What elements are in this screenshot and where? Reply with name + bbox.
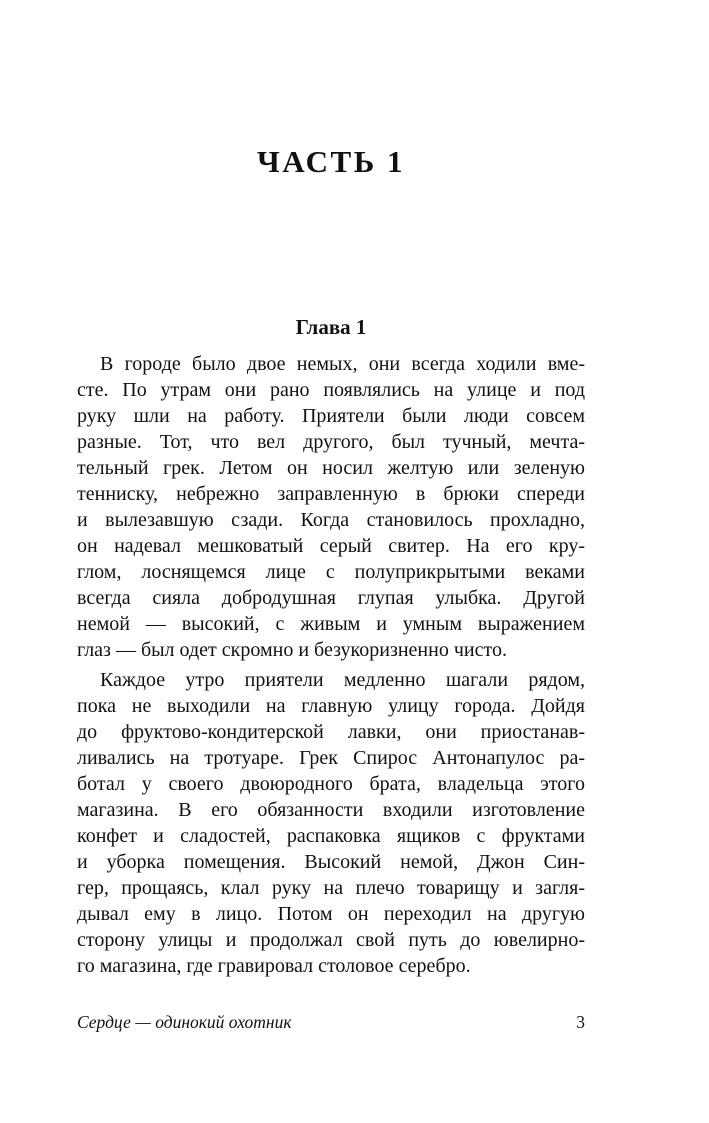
text-line: ливались на тротуаре. Грек Спирос Антонапулос ра- xyxy=(77,747,585,769)
chapter-body-text xyxy=(77,351,585,979)
text-line: руку шли на работу. Приятели были люди совсем xyxy=(77,405,585,427)
page-number: 3 xyxy=(576,1012,585,1032)
text-line: он надевал мешковатый серый свитер. На его кру- xyxy=(77,535,585,557)
text-line: гер, прощаясь, клал руку на плечо товарищу и загля- xyxy=(77,877,585,899)
text-line: всегда сияла добродушная глупая улыбка. Другой xyxy=(77,587,585,609)
text-line: В городе было двое немых, они всегда ходили вме- xyxy=(100,353,585,375)
text-line: магазина. В его обязанности входили изготовление xyxy=(77,799,585,821)
text-line: до фруктово-кондитерской лавки, они приостанав- xyxy=(77,721,585,743)
text-line: Каждое утро приятели медленно шагали рядом, xyxy=(100,669,585,691)
text-line: глаз — был одет скромно и безукоризненно чисто. xyxy=(77,639,507,661)
text-line: ботал у своего двоюродного брата, владельца этого xyxy=(77,773,585,795)
text-line: сте. По утрам они рано появлялись на улице и под xyxy=(77,379,585,401)
text-line: и вылезавшую сзади. Когда становилось прохладно, xyxy=(77,509,585,531)
running-footer xyxy=(77,1009,585,1035)
text-line: немой — высокий, с живым и умным выражением xyxy=(77,613,585,635)
text-line: и уборка помещения. Высокий немой, Джон Син- xyxy=(77,851,585,873)
text-line: глом, лоснящемся лице с полуприкрытыми веками xyxy=(77,561,585,583)
chapter-title: Глава 1 xyxy=(295,315,367,339)
text-line: сторону улицы и продолжал свой путь до ювелирно- xyxy=(77,929,585,951)
text-line: го магазина, где гравировал столовое серебро. xyxy=(77,955,471,977)
text-line: конфет и сладостей, распаковка ящиков с фруктами xyxy=(77,825,585,847)
text-line: тельный грек. Летом он носил желтую или зеленую xyxy=(77,457,585,479)
book-title: Сердце — одинокий охотник xyxy=(77,1012,292,1032)
part-title: ЧАСТЬ 1 xyxy=(257,144,405,179)
text-line: тенниску, небрежно заправленную в брюки спереди xyxy=(77,483,585,505)
text-line: пока не выходили на главную улицу города. Дойдя xyxy=(77,695,585,717)
text-line: разные. Тот, что вел другого, был тучный, мечта- xyxy=(77,431,585,453)
text-line: дывал ему в лицо. Потом он переходил на другую xyxy=(77,903,585,925)
